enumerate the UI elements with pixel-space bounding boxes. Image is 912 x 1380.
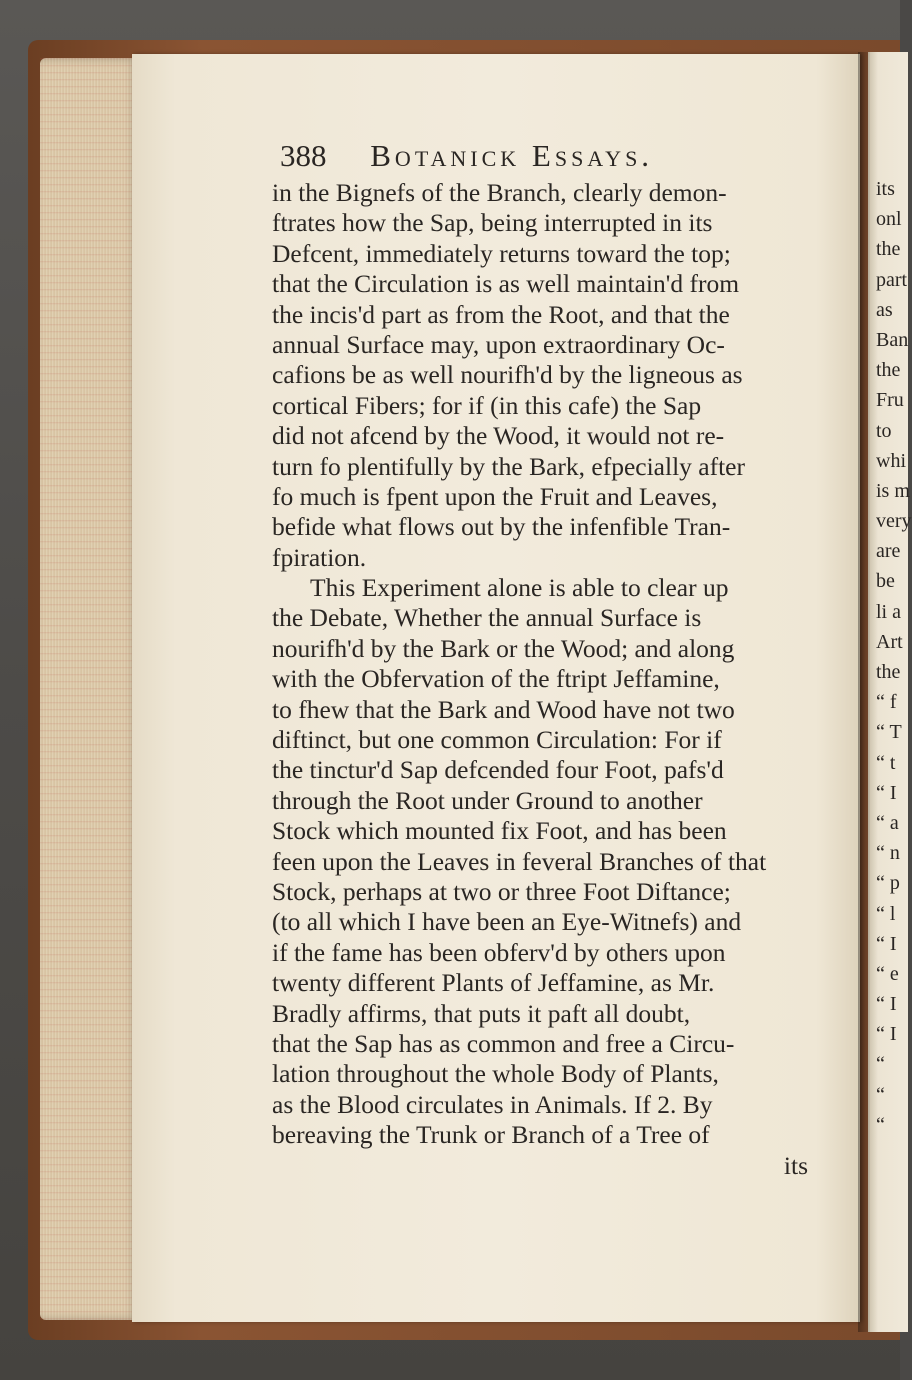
facing-fragment: onl xyxy=(876,208,902,231)
facing-fragment: very xyxy=(876,510,912,533)
facing-fragment: “ t xyxy=(876,751,896,774)
text-line: if the fame has been obferv'd by others upon xyxy=(272,937,726,967)
facing-page-text xyxy=(876,174,912,1140)
facing-fragment: to xyxy=(876,419,892,442)
facing-fragment: the xyxy=(876,238,901,261)
text-line: did not afcend by the Wood, it would not re- xyxy=(272,421,725,451)
text-line: that the Sap has as common and free a Circu- xyxy=(272,1028,735,1058)
facing-fragment: Ban xyxy=(876,328,909,351)
text-line: nourifh'd by the Bark or the Wood; and along xyxy=(272,633,735,663)
text-line: Bradly affirms, that puts it paft all doubt, xyxy=(272,998,691,1028)
facing-fragment: are xyxy=(876,540,901,563)
facing-fragment: Art xyxy=(876,630,903,653)
text-line: as the Blood circulates in Animals. If 2. By xyxy=(272,1089,713,1119)
text-line: to fhew that the Bark and Wood have not two xyxy=(272,694,735,724)
facing-fragment: “ a xyxy=(876,811,899,834)
text-line: Defcent, immediately returns toward the top; xyxy=(272,238,731,268)
facing-fragment: be xyxy=(876,570,895,593)
facing-fragment: “ xyxy=(876,1053,885,1076)
text-line: This Experiment alone is able to clear up xyxy=(310,573,729,603)
facing-fragment: “ p xyxy=(876,872,900,895)
facing-fragment: is m xyxy=(876,479,910,502)
text-line: annual Surface may, upon extraordinary Oc- xyxy=(272,329,725,359)
text-line: the incis'd part as from the Root, and that the xyxy=(272,299,730,329)
facing-fragment: “ I xyxy=(876,993,897,1016)
facing-fragment: “ e xyxy=(876,962,899,985)
facing-fragment: the xyxy=(876,359,901,382)
text-line: that the Circulation is as well maintain'd from xyxy=(272,269,740,299)
facing-fragment: “ I xyxy=(876,932,897,955)
text-line: cortical Fibers; for if (in this cafe) the Sap xyxy=(272,390,702,420)
text-line: fpiration. xyxy=(272,542,367,572)
facing-fragment: “ n xyxy=(876,842,900,865)
facing-fragment: li a xyxy=(876,600,901,623)
page-gutter xyxy=(858,52,870,1332)
text-line: lation throughout the whole Body of Plants, xyxy=(272,1059,719,1089)
text-line: Stock which mounted fix Foot, and has been xyxy=(272,816,727,846)
text-line: cafions be as well nourifh'd by the ligneous as xyxy=(272,360,743,390)
facing-fragment: its xyxy=(876,178,895,200)
facing-fragment: part xyxy=(876,268,908,291)
facing-fragment: “ I xyxy=(876,1023,897,1046)
text-line: bereaving the Trunk or Branch of a Tree of xyxy=(272,1120,710,1150)
facing-fragment: whi xyxy=(876,449,906,472)
text-line: in the Bignefs of the Branch, clearly demon- xyxy=(272,178,727,207)
text-line: feen upon the Leaves in feveral Branches of that xyxy=(272,846,767,876)
facing-fragment: “ I xyxy=(876,781,897,804)
facing-fragment: “ l xyxy=(876,902,896,925)
text-line: (to all which I have been an Eye-Witnefs) and xyxy=(272,907,742,937)
text-line: the tinctur'd Sap defcended four Foot, pafs'd xyxy=(272,755,724,785)
running-header xyxy=(280,134,840,178)
facing-fragment: “ xyxy=(876,1113,885,1136)
facing-fragment: Fru xyxy=(876,389,904,412)
text-line: twenty different Plants of Jeffamine, as Mr. xyxy=(272,968,715,998)
text-line: Stock, perhaps at two or three Foot Diftance; xyxy=(272,876,731,906)
text-line: befide what flows out by the infenfible Tran- xyxy=(272,512,731,542)
page-number: 388 xyxy=(280,138,327,173)
facing-fragment: “ xyxy=(876,1083,885,1106)
page-block-edge xyxy=(40,58,140,1320)
body-text xyxy=(272,178,822,1181)
text-line: the Debate, Whether the annual Surface is xyxy=(272,603,702,633)
text-line: with the Obfervation of the ftript Jeffamine, xyxy=(272,664,720,694)
facing-fragment: “ f xyxy=(876,691,897,714)
text-line: turn fo plentifully by the Bark, efpecially after xyxy=(272,451,745,481)
facing-fragment: “ T xyxy=(876,721,902,744)
running-title: Botanick Essays. xyxy=(370,138,654,173)
facing-fragment: the xyxy=(876,661,901,683)
text-line: through the Root under Ground to another xyxy=(272,785,703,815)
text-line: fo much is fpent upon the Fruit and Leaves, xyxy=(272,481,718,511)
facing-fragment: as xyxy=(876,298,893,321)
text-line: ftrates how the Sap, being interrupted in its xyxy=(272,208,713,238)
catchword: its xyxy=(783,1150,808,1180)
text-line: diftinct, but one common Circulation: For if xyxy=(272,725,722,755)
